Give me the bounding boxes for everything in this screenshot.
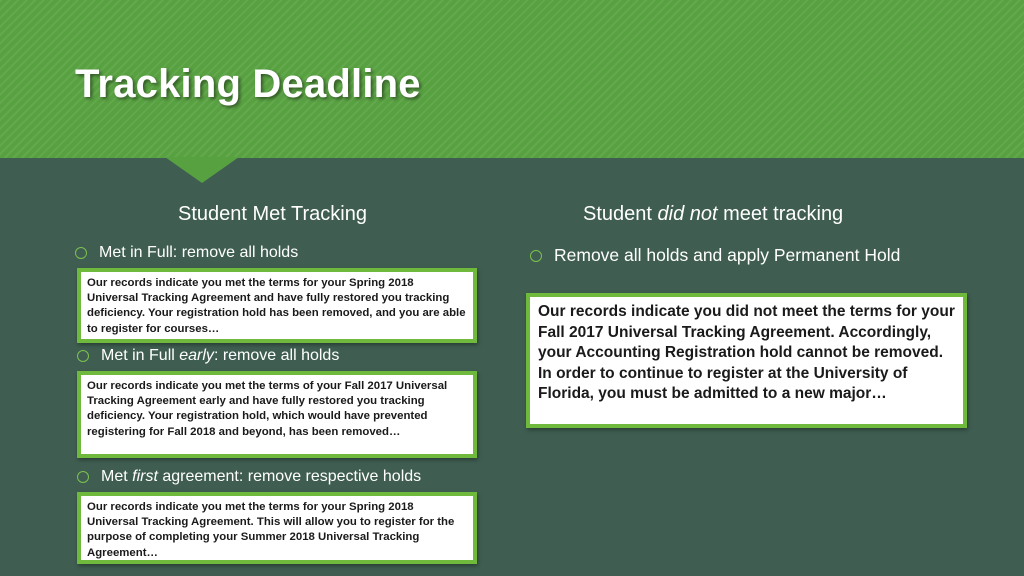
left-bullet-met-in-full — [75, 242, 298, 264]
card-text: Our records indicate you did not meet the terms for your Fall 2017 Universal Tracking Agreement. Accordingly, your Accounting Registration hold cannot be removed. In order to continue to register at the University of Florida, you must be admitted to a new major… — [538, 303, 955, 403]
left-column-heading — [178, 203, 367, 226]
bullet-text — [101, 466, 421, 488]
bullet-text-suffix: agreement: remove respective holds — [157, 468, 422, 485]
bullet-text: Remove all holds and apply Permanent Hold — [554, 245, 901, 265]
message-card-met-early — [77, 371, 477, 458]
right-heading-prefix: Student — [583, 203, 658, 225]
bullet-text-prefix: Met — [101, 468, 133, 485]
message-card-met-first — [77, 492, 477, 564]
bullet-text-emphasis: first — [132, 468, 158, 485]
bullet-ring-icon — [530, 250, 542, 262]
bullet-ring-icon — [77, 471, 89, 483]
card-text: Our records indicate you met the terms of your Fall 2017 Universal Tracking Agreement early and have fully restored you tracking deficiency. Your registration hold, which would have prevented registering for Fall 2018 and beyond, has been removed… — [87, 380, 448, 438]
bullet-text — [101, 345, 339, 367]
bullet-text-emphasis: early — [179, 347, 214, 364]
banner-notch — [165, 157, 239, 183]
card-text: Our records indicate you met the terms for your Spring 2018 Universal Tracking Agreement and have fully restored you tracking deficiency. Your registration hold has been removed, and you are able to register for courses… — [87, 277, 466, 335]
right-column-heading — [583, 203, 843, 226]
bullet-text: Met in Full: remove all holds — [99, 244, 299, 261]
message-card-met-in-full — [77, 268, 477, 343]
message-card-not-met — [526, 293, 967, 428]
left-heading-text: Student Met Tracking — [178, 203, 367, 225]
card-text: Our records indicate you met the terms for your Spring 2018 Universal Tracking Agreement. This will allow you to register for the purpose of completing your Summer 2018 Universal Tracking Agreement… — [87, 501, 455, 559]
right-heading-emphasis: did not — [657, 203, 718, 225]
left-bullet-met-first — [77, 466, 421, 488]
left-bullet-met-early — [77, 345, 339, 367]
bullet-text-prefix: Met in Full — [101, 347, 180, 364]
right-heading-suffix: meet tracking — [717, 203, 844, 225]
bullet-ring-icon — [77, 350, 89, 362]
bullet-ring-icon — [75, 247, 87, 259]
bullet-text-suffix: : remove all holds — [213, 347, 340, 364]
slide-title: Tracking Deadline — [75, 62, 421, 106]
right-bullet-not-met — [530, 244, 940, 267]
